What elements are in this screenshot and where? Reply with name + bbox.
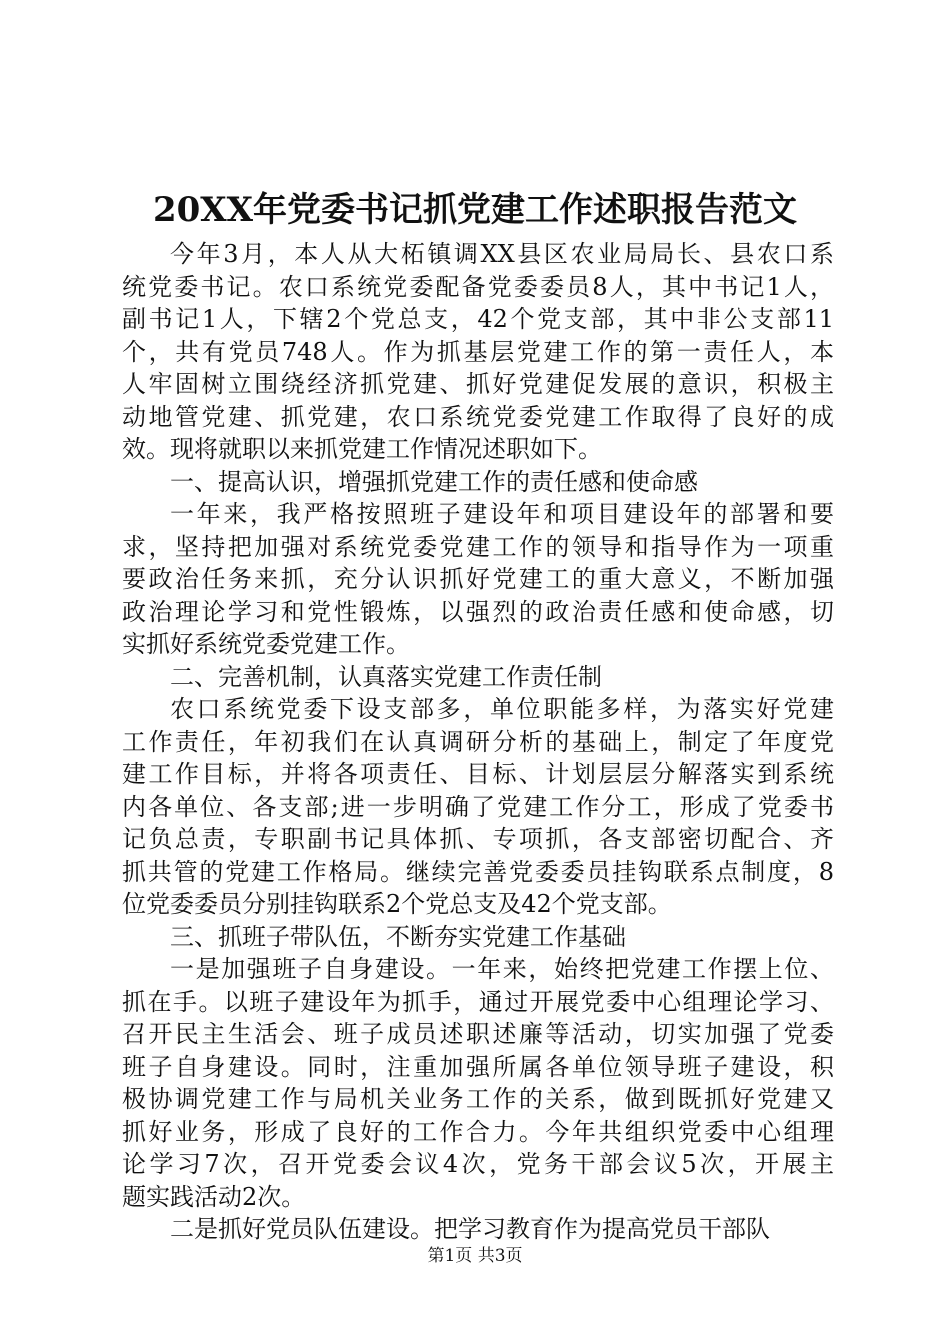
paragraph-line: 极协调党建工作与局机关业务工作的关系，做到既抓好党建又 xyxy=(122,1085,834,1113)
paragraph-line: 一是加强班子自身建设。一年来，始终把党建工作摆上位、 xyxy=(170,955,834,983)
paragraph-line: 抓在手。以班子建设年为抓手，通过开展党委中心组理论学习、 xyxy=(122,987,834,1016)
paragraph-line: 统党委书记。农口系统党委配备党委委员8人，其中书记1人， xyxy=(122,272,834,301)
paragraph-line: 位党委委员分别挂钩联系2个党总支及42个党支部。 xyxy=(122,890,672,918)
paragraph-line: 副书记1人，下辖2个党总支，42个党支部，其中非公支部11 xyxy=(122,305,834,333)
paragraph-line: 农口系统党委下设支部多，单位职能多样，为落实好党建 xyxy=(170,695,834,723)
paragraph-line: 论学习7次，召开党委会议4次，党务干部会议5次，开展主 xyxy=(122,1150,834,1178)
paragraph-line: 召开民主生活会、班子成员述职述廉等活动，切实加强了党委 xyxy=(122,1020,834,1048)
paragraph-line: 效。现将就职以来抓党建工作情况述职如下。 xyxy=(122,435,602,463)
paragraph-line: 建工作目标，并将各项责任、目标、计划层层分解落实到系统 xyxy=(122,760,834,788)
section-heading: 二、完善机制，认真落实党建工作责任制 xyxy=(170,662,602,691)
paragraph-line: 记负总责，专职副书记具体抓、专项抓，各支部密切配合、齐 xyxy=(122,825,834,853)
paragraph-line: 二是抓好党员队伍建设。把学习教育作为提高党员干部队 xyxy=(170,1215,770,1243)
paragraph-line: 实抓好系统党委党建工作。 xyxy=(122,630,410,658)
section-heading: 一、提高认识，增强抓党建工作的责任感和使命感 xyxy=(170,467,698,496)
paragraph-line: 内各单位、各支部;进一步明确了党建工作分工，形成了党委书 xyxy=(122,792,834,821)
paragraph-line: 工作责任，年初我们在认真调研分析的基础上，制定了年度党 xyxy=(122,727,834,756)
document-body xyxy=(122,238,834,1246)
paragraph-line: 抓共管的党建工作格局。继续完善党委委员挂钩联系点制度，8 xyxy=(122,857,834,886)
document-title: 20XX年党委书记抓党建工作述职报告范文 xyxy=(152,190,798,230)
paragraph-line: 班子自身建设。同时，注重加强所属各单位领导班子建设，积 xyxy=(122,1052,834,1081)
paragraph-line: 要政治任务来抓，充分认识抓好党建工的重大意义，不断加强 xyxy=(122,565,834,593)
page-footer: 第1页 共3页 xyxy=(427,1246,523,1266)
paragraph-line: 个，共有党员748人。作为抓基层党建工作的第一责任人，本 xyxy=(122,337,834,366)
paragraph-line: 一年来，我严格按照班子建设年和项目建设年的部署和要 xyxy=(170,500,834,528)
section-heading: 三、抓班子带队伍，不断夯实党建工作基础 xyxy=(170,922,626,951)
paragraph-line: 求，坚持把加强对系统党委党建工作的领导和指导作为一项重 xyxy=(122,532,834,561)
paragraph-line: 抓好业务，形成了良好的工作合力。今年共组织党委中心组理 xyxy=(122,1117,834,1146)
paragraph-line: 政治理论学习和党性锻炼，以强烈的政治责任感和使命感，切 xyxy=(122,597,834,626)
paragraph-line: 动地管党建、抓党建，农口系统党委党建工作取得了良好的成 xyxy=(122,402,834,431)
paragraph-line: 题实践活动2次。 xyxy=(122,1182,306,1211)
paragraph-line: 人牢固树立围绕经济抓党建、抓好党建促发展的意识，积极主 xyxy=(122,370,834,398)
paragraph-line: 今年3月，本人从大柘镇调XX县区农业局局长、县农口系 xyxy=(170,240,834,268)
